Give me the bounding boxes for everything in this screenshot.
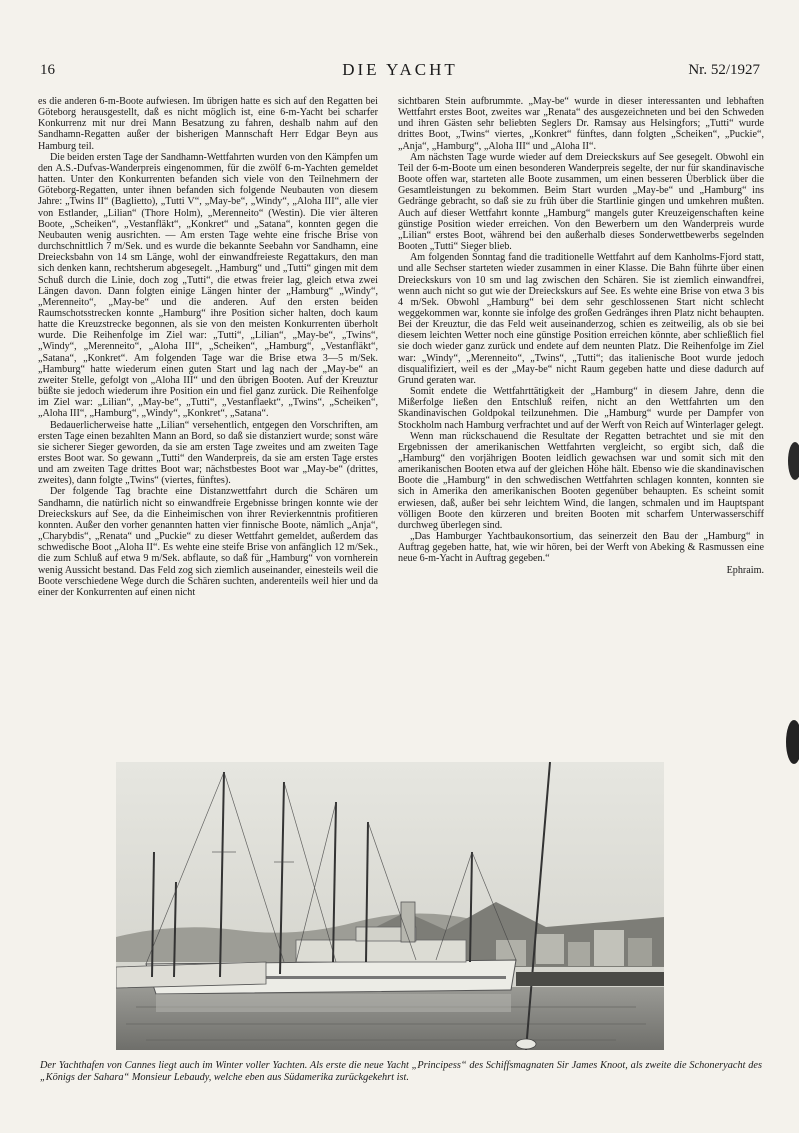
page-edge-mark-icon bbox=[785, 440, 799, 482]
page-edge-mark-icon bbox=[783, 718, 799, 766]
paragraph: Der folgende Tag brachte eine Distanzwettfahrt durch die Schären um Sandhamn, die natürlich nicht so einwandfreie Ergebnisse bringen konnte wie der Dreieckskurs auf See, da die Einheimischen von ihrer Revierkenntnis profitieren konnten. Außer den vorher genannten hatten vier finnische Boote, nämlich „Anja“, „Charybdis“, „Renata“ und „Puckie“ zu dieser Wettfahrt gemeldet, außerdem das schwedische Boot „Aloha II“. Es wehte eine steife Brise von anfänglich 12 m/Sek., die zum Schluß auf etwa 9 m/Sek. abflaute, so daß für „Hamburg“ von vornherein wenig Aussicht bestand. Das Feld zog sich ziemlich auseinander, einesteils weil die Boote verschiedene Wege durch die Schären suchten, anderenteils weil hier und da einer der Konkurrenten auf einen nicht bbox=[38, 486, 378, 598]
page-header bbox=[40, 62, 760, 84]
magazine-title: DIE YACHT bbox=[342, 60, 458, 79]
harbor-photo bbox=[116, 762, 664, 1050]
article-column-left bbox=[38, 96, 378, 760]
harbor-photo-image bbox=[116, 762, 664, 1050]
paragraph: es die anderen 6-m-Boote aufwiesen. Im übrigen hatte es sich auf den Regatten bei Göteborg herausgestellt, daß es nicht möglich ist, eine 6-m-Yacht bei scharfer Konkurrenz mit nur drei Mann Besatzung zu fahren, deshalb nahm auf den Sandhamn-Regatten außer der bisherigen Mannschaft Herr Edgar Beyn aus Hamburg teil. bbox=[38, 96, 378, 152]
paragraph: Bedauerlicherweise hatte „Lilian“ versehentlich, entgegen den Vorschriften, am ersten Tage einen bezahlten Mann an Bord, so daß sie distanziert wurde; sonst wäre sie sicherer Sieger geworden, da sie am ersten Tage zweites und am zweiten Tage erstes Boot war. So gewann „Tutti“ den Wanderpreis, da sie am ersten Tage erstes und am zweiten Tage drittes Boot war; nächstbestes Boot war „May-be“ (drittes, zweites), dann folgte „Twins“ (viertes, fünftes). bbox=[38, 419, 378, 487]
paragraph: Am folgenden Sonntag fand die traditionelle Wettfahrt auf dem Kanholms-Fjord statt, und alle Sechser starteten wieder zusammen in einer Klasse. Die Bahn führte über einen Dreieckskurs von 10 sm und lag zwischen den Schären. Sie ist ziemlich einwandfrei, wenn auch nicht so gut wie der Dreieckskurs auf See. Es wehte eine Brise von etwa 3 bis 4 m/Sek. Obwohl „Hamburg“ bei dem sehr geschlossenen Start nicht schlecht weggekommen war, konnte sie infolge des großen Gedränges ihren Platz nicht behaupten. Bei der Kreuztur, die das Feld weit auseinanderzog, schien es zeitweilig, als ob sie bei diesem leichten Wetter noch eine günstige Position erreichen könnte, aber schließlich fiel sie doch wieder ganz zurück und endete auf dem neunten Platz. Die Reihenfolge im Ziel war: „Windy“, „Merenneito“, „Twins“, „Tutti“; das italienische Boot wurde jedoch disqualifiziert, weil es der „May-be“ nicht Raum gegeben hatte und diese dadurch auf Grund geraten war. bbox=[398, 252, 764, 386]
author-signature: Ephraim. bbox=[726, 564, 764, 576]
issue-number: Nr. 52/1927 bbox=[688, 62, 760, 78]
paragraph: Somit endete die Wettfahrttätigkeit der „Hamburg“ in diesem Jahre, denn die Mißerfolge ließen den Entschluß reifen, nicht an den Wettfahrten um den Skandinavischen Goldpokal teilzunehmen. Die „Hamburg“ wurde per Dampfer von Stockholm nach Hamburg verfrachtet und auf der Werft von Reich auf Winterlager gelegt. bbox=[398, 386, 764, 431]
paragraph: Am nächsten Tage wurde wieder auf dem Dreieckskurs auf See gesegelt. Obwohl ein Teil der 6-m-Boote um einen besonderen Wanderpreis segelte, der nur für skandinavische Boote offen war, starteten alle Boote zusammen, um einen besseren Überblick über die Gesamtleistungen zu bekommen. Beim Start wurden „May-be“ und „Hamburg“ ins Gedränge gebracht, so daß sie zu früh über die Startlinie gingen und umkehren mußten. Auch auf dieser Wettfahrt konnte „Hamburg“ mangels guter Kreuzeigenschaften keine günstige Position wieder erreichen. Von den Bewerbern um den Wanderpreis wurde „Lilian“ erstes Boot, während bei den außerhalb dieses Sonderwettbewerbs segelnden Booten „Tutti“ Sieger blieb. bbox=[398, 151, 764, 253]
page-number: 16 bbox=[40, 62, 55, 78]
paragraph: sichtbaren Stein aufbrummte. „May-be“ wurde in dieser interessanten und lebhaften Wettfahrt erstes Boot, zweites war „Renata“ des ausgezeichneten und bei den Schweden und ihren Gästen sehr beliebten Seglers Dr. Ramsay aus Helsingfors; „Tutti“ wurde drittes Boot, „Twins“ viertes, „Konkret“ fünftes, dann folgten „Scheiken“, „Puckie“, „Anja“, „Hamburg“, „Aloha III“ und „Aloha II“. bbox=[398, 96, 764, 152]
paragraph: Die beiden ersten Tage der Sandhamn-Wettfahrten wurden von den Kämpfen um den A.S.-Dufvas-Wanderpreis eingenommen, für die zwölf 6-m-Yachten gemeldet hatten. Unter den Konkurrenten befanden sich viele von den Teilnehmern der Göteborg-Regatten, unter ihnen befanden sich folgende Neubauten von diesem Jahre: „Twins II“ (Baglietto), „Tutti V“, „May-be“, „Windy“, „Aloha III“, alle vier von Estlander, „Lilian“ (Thore Holm), „Merenneito“ (Westin). Die vier älteren Boote, „Scheiken“, „Vestanfläkt“, „Konkret“ und „Satana“, konnten gegen die Neubauten wenig ausrichten. — Am ersten Tage wehte eine frische Brise von durchschnittlich 7 m/Sek. und es wurde die bekannte Seebahn vor Sandhamn, eine Dreiecksbahn von 14 sm Länge, wohl der einwandfreieste Regattakurs, den man sich denken kann, rechtsherum abgesegelt. „Hamburg“ und „Tutti“ gingen mit dem Schuß durch die Linie, doch zog „Tutti“, die etwas freier lag, gleich etwa zwei Längen davon. Dann folgten einige Längen hinter der „Hamburg“ „Windy“, „Merenneito“, „May-be“ und die anderen. Auf den ersten beiden Raumschotsstrecken konnte „Hamburg“ ihre Position sicher halten, doch kaum hatte die Kreuzstrecke begonnen, als sie von den meisten Konkurrenten überholt wurde. Die Reihenfolge im Ziel war: „Tutti“, „Lilian“, „May-be“, „Twins“, „Windy“, „Merenneito“, „Aloha III“, „Scheiken“, „Hamburg“, „Vestanfläkt“, „Satana“, „Konkret“. Am folgenden Tage war die Brise etwa 3—5 m/Sek. „Hamburg“ hatte wiederum einen guten Start und lag nach der „May-be“ an zweiter Stelle, gefolgt von „Aloha III“ und den übrigen Booten. Auf der Kreuztur büßte sie jedoch wiederum ihre Position ein und fiel ganz zurück. Die Reihenfolge im Ziel war: „Lilian“, „May-be“, „Tutti“, „Vestanflaekt“, „Twins“, „Scheiken“, „Aloha III“, „Hamburg“, „Windy“, „Konkret“, „Satana“. bbox=[38, 151, 378, 420]
paragraph: „Das Hamburger Yachtbaukonsortium, das seinerzeit den Bau der „Hamburg“ in Auftrag gegeben hatte, hat, wie wir hören, bei der Werft von Abeking & Rasmussen eine neue 6-m-Yacht in Auftrag gegeben.“ bbox=[398, 531, 764, 565]
paragraph: Wenn man rückschauend die Resultate der Regatten betrachtet und sie mit den Ergebnissen der amerikanischen Wettfahrten vergleicht, so ergibt sich, daß die „Hamburg“ den vorjährigen Booten leidlich gewachsen war und somit sich mit den amerikanischen Booten etwa auf der gleichen Höhe hält. Ebenso wie die skandinavischen Boote die „Hamburg“ in den schwedischen Wettfahrten schlagen konnten, konnten sie sich in Amerika den amerikanischen Booten gegenüber behaupten. Es scheint somit erwiesen, daß, außer bei sehr leichtem Wind, die langen, schmalen und im Hauptspant völligen Boote den kürzeren und breiten Booten mit scharfem Unterwasserschiff durchweg überlegen sind. bbox=[398, 430, 764, 531]
photo-caption: Der Yachthafen von Cannes liegt auch im Winter voller Yachten. Als erste die neue Yacht „Principess“ des Schiffsmagnaten Sir James Knoot, als zweite die Schoneryacht des „Königs der Sahara“ Monsieur Lebaudy, welche eben aus Südamerika zurückgekehrt ist. bbox=[40, 1060, 762, 1084]
article-column-right bbox=[398, 96, 764, 760]
